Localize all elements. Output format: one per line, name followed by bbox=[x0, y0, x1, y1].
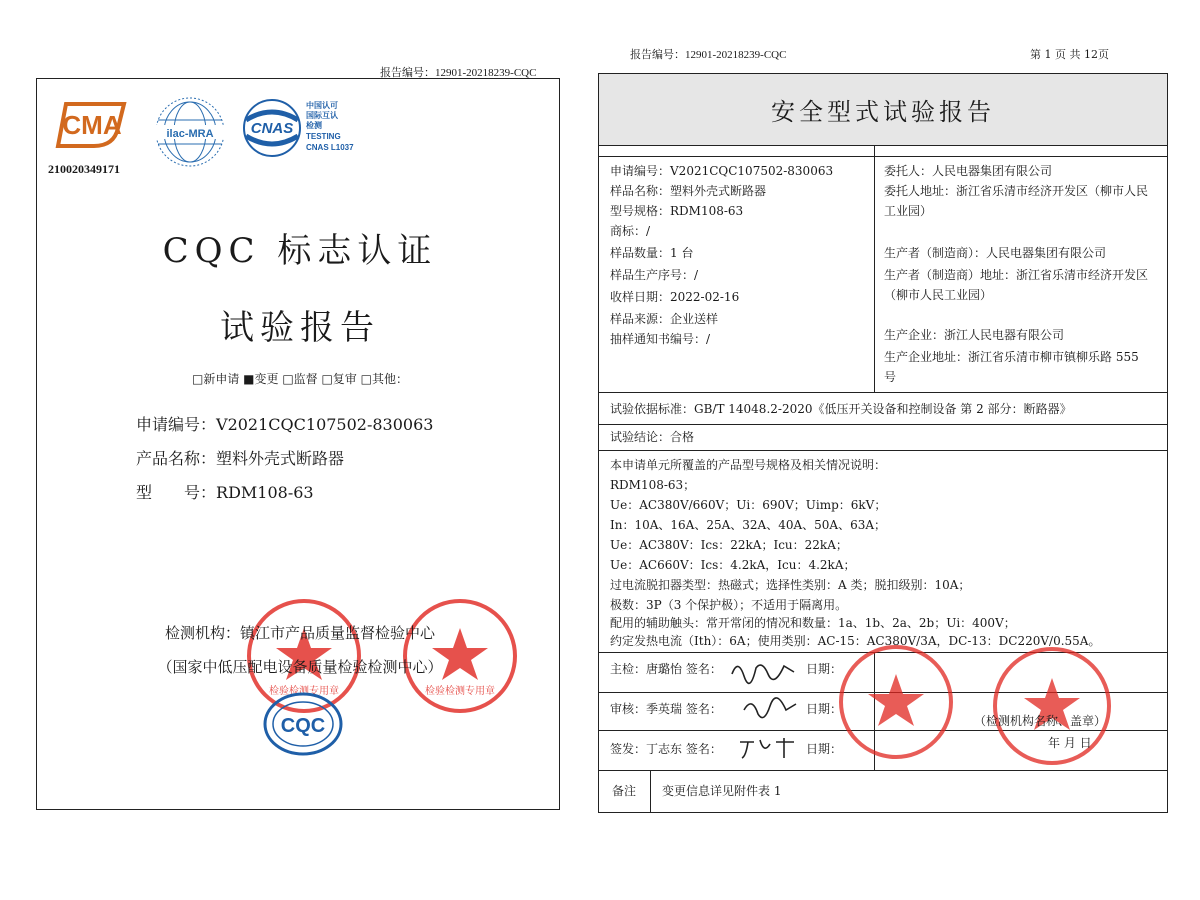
test-conclusion: 试验结论：合格 bbox=[610, 430, 695, 444]
field-value: 1 台 bbox=[670, 246, 694, 260]
cnas-line1: 中国认可 bbox=[306, 101, 338, 110]
rfield-sample-name bbox=[610, 182, 766, 201]
sign-label: 签名： bbox=[685, 702, 722, 716]
rfield-manufacturer-address bbox=[884, 266, 1148, 285]
report-title: 试验报告 bbox=[220, 308, 380, 348]
field-label: 生产者（制造商）： bbox=[884, 246, 987, 260]
sign-label: 签名： bbox=[685, 742, 722, 756]
note-value: 变更信息详见附件表 1 bbox=[662, 784, 782, 798]
rfield-quantity bbox=[610, 244, 693, 263]
sign-role: 签发： bbox=[610, 742, 647, 756]
cqc-logo bbox=[262, 690, 344, 758]
stamp-text: 检验检测专用章 bbox=[425, 686, 495, 697]
sign-name: 丁志东 bbox=[646, 742, 683, 756]
page-number: 第 1 页 共 12页 bbox=[1030, 48, 1109, 61]
cma-logo bbox=[48, 100, 130, 150]
date-label: 日期： bbox=[806, 662, 843, 676]
sign-role: 审核： bbox=[610, 702, 647, 716]
left-field-application-no bbox=[136, 412, 433, 435]
rfield-sampling-notice bbox=[610, 330, 710, 349]
field-value: 企业送样 bbox=[670, 312, 719, 326]
coverage-line: In：10A、16A、25A、32A、40A、50A、63A； bbox=[610, 518, 887, 532]
coverage-line: 极数：3P（3 个保护极）；不适用于隔离用。 bbox=[610, 598, 848, 612]
sign-row-inspector bbox=[610, 660, 722, 679]
testing-organization: 检测机构：镇江市产品质量监督检验中心 bbox=[164, 624, 435, 642]
field-label: 型号规格： bbox=[610, 204, 671, 218]
rfield-model bbox=[610, 202, 743, 221]
field-label: 样品数量： bbox=[610, 246, 671, 260]
rfield-trademark bbox=[610, 222, 650, 241]
coverage-line: Ue：AC380V/660V；Ui：690V；Uimp：6kV； bbox=[610, 498, 887, 512]
cma-text: CMA bbox=[62, 110, 122, 140]
field-value: 浙江省乐清市柳市镇柳乐路 555 bbox=[968, 350, 1139, 364]
cnas-line3: 检测 bbox=[306, 121, 322, 130]
cert-title: CQC 标志认证 bbox=[162, 231, 438, 271]
right-report-number: 报告编号：12901-20218239-CQC bbox=[630, 49, 787, 61]
field-value: / bbox=[646, 224, 651, 238]
field-label: 产品名称： bbox=[136, 449, 217, 468]
field-value: V2021CQC107502-830063 bbox=[216, 415, 434, 434]
handwritten-signature bbox=[728, 654, 798, 686]
rfield-receive-date bbox=[610, 288, 739, 307]
rfield-factory-address-cont: 号 bbox=[884, 370, 897, 384]
field-value: 塑料外壳式断路器 bbox=[216, 449, 345, 468]
field-label: 型 号： bbox=[136, 483, 217, 502]
testing-organization-sub: （国家中低压配电设备质量检验检测中心） bbox=[157, 658, 443, 676]
divider bbox=[599, 450, 1167, 451]
field-value: / bbox=[706, 332, 711, 346]
field-label: 委托人： bbox=[884, 164, 933, 178]
field-label: 样品来源： bbox=[610, 312, 671, 326]
field-value: 人民电器集团有限公司 bbox=[986, 246, 1107, 260]
field-value: 浙江人民电器有限公司 bbox=[944, 328, 1065, 342]
field-label: 商标： bbox=[610, 224, 647, 238]
coverage-line: 过电流脱扣器类型：热磁式；选择性类别：A 类；脱扣级别：10A； bbox=[610, 578, 971, 592]
rfield-source bbox=[610, 310, 718, 329]
rfield-client-address-cont: 工业园） bbox=[884, 204, 933, 218]
coverage-line: Ue：AC660V：Ics：4.2kA，Icu：4.2kA； bbox=[610, 558, 856, 572]
test-standard: 试验依据标准：GB/T 14048.2-2020《低压开关设备和控制设备 第 2 部分：断路器》 bbox=[610, 402, 1072, 416]
rfield-client-address bbox=[884, 182, 1148, 201]
field-label: 生产者（制造商）地址： bbox=[884, 268, 1017, 282]
coverage-line: RDM108-63； bbox=[610, 478, 696, 492]
coverage-line: 约定发热电流（Ith）：6A；使用类别：AC-15：AC380V/3A，DC-13：DC220V/0.55A。 bbox=[610, 634, 1101, 648]
seal-caption: （检测机构名称、盖章） bbox=[974, 714, 1107, 728]
field-value: 浙江省乐清市经济开发区（柳市人民 bbox=[956, 184, 1149, 198]
sign-row-reviewer bbox=[610, 700, 722, 719]
sign-row-issuer bbox=[610, 740, 722, 759]
left-report-number: 报告编号：12901-20218239-CQC bbox=[380, 67, 537, 79]
ilac-mra-logo bbox=[150, 92, 230, 172]
note-label: 备注 bbox=[612, 784, 637, 798]
field-value: 浙江省乐清市经济开发区 bbox=[1016, 268, 1149, 282]
date-label: 日期： bbox=[806, 742, 843, 756]
application-type-options: □新申请 ■变更 □监督 □复审 □其他： bbox=[192, 372, 408, 386]
coverage-line: 配用的辅助触头：常开常闭的情况和数量：1a、1b、2a、2b；Ui：400V； bbox=[610, 616, 1016, 630]
field-value: V2021CQC107502-830063 bbox=[670, 164, 834, 178]
handwritten-signature bbox=[740, 694, 800, 726]
field-label: 样品生产序号： bbox=[610, 268, 695, 282]
field-value: 2022-02-16 bbox=[670, 290, 740, 304]
cnas-line2: 国际互认 bbox=[306, 111, 338, 120]
divider bbox=[599, 392, 1167, 393]
sign-name: 唐璐怡 bbox=[646, 662, 683, 676]
sign-role: 主检： bbox=[610, 662, 647, 676]
sign-name: 季英瑞 bbox=[646, 702, 683, 716]
date-label: 日期： bbox=[806, 702, 843, 716]
red-seal-stamp bbox=[836, 642, 956, 762]
field-value: RDM108-63 bbox=[670, 204, 744, 218]
cnas-text: CNAS bbox=[250, 120, 294, 137]
cqc-text: CQC bbox=[280, 715, 326, 737]
left-field-model bbox=[136, 480, 314, 503]
ilac-text: ilac-MRA bbox=[166, 128, 214, 140]
stamp-text: 检验检测专用章 bbox=[269, 686, 339, 697]
cnas-logo bbox=[240, 98, 390, 158]
field-value: / bbox=[694, 268, 699, 282]
field-label: 委托人地址： bbox=[884, 184, 957, 198]
field-label: 生产企业： bbox=[884, 328, 945, 342]
divider bbox=[599, 424, 1167, 425]
rfield-manufacturer bbox=[884, 244, 1106, 263]
field-label: 抽样通知书编号： bbox=[610, 332, 707, 346]
rfield-application-no bbox=[610, 162, 833, 181]
rfield-client bbox=[884, 162, 1052, 181]
rfield-factory-address bbox=[884, 348, 1139, 367]
coverage-line: 本申请单元所覆盖的产品型号规格及相关情况说明： bbox=[610, 458, 887, 472]
field-label: 申请编号： bbox=[610, 164, 671, 178]
right-title: 安全型式试验报告 bbox=[771, 98, 995, 126]
divider bbox=[599, 156, 1167, 157]
cnas-line4: TESTING bbox=[306, 132, 341, 141]
divider bbox=[874, 146, 875, 392]
cma-number: 210020349171 bbox=[48, 162, 120, 176]
field-value: 人民电器集团有限公司 bbox=[932, 164, 1053, 178]
field-label: 生产企业地址： bbox=[884, 350, 969, 364]
field-value: RDM108-63 bbox=[216, 483, 314, 502]
rfield-factory bbox=[884, 326, 1064, 345]
field-label: 样品名称： bbox=[610, 184, 671, 198]
seal-date: 年 月 日 bbox=[1048, 736, 1092, 750]
divider bbox=[599, 770, 1167, 771]
cnas-line5: CNAS L1037 bbox=[306, 143, 354, 152]
rfield-serial bbox=[610, 266, 698, 285]
field-value: 塑料外壳式断路器 bbox=[670, 184, 767, 198]
left-field-product-name bbox=[136, 446, 344, 469]
field-label: 收样日期： bbox=[610, 290, 671, 304]
field-label: 申请编号： bbox=[136, 415, 217, 434]
sign-label: 签名： bbox=[685, 662, 722, 676]
divider bbox=[650, 770, 651, 812]
rfield-manufacturer-address-cont: （柳市人民工业园） bbox=[884, 288, 993, 302]
handwritten-signature bbox=[736, 734, 802, 762]
coverage-line: Ue：AC380V：Ics：22kA；Icu：22kA； bbox=[610, 538, 848, 552]
